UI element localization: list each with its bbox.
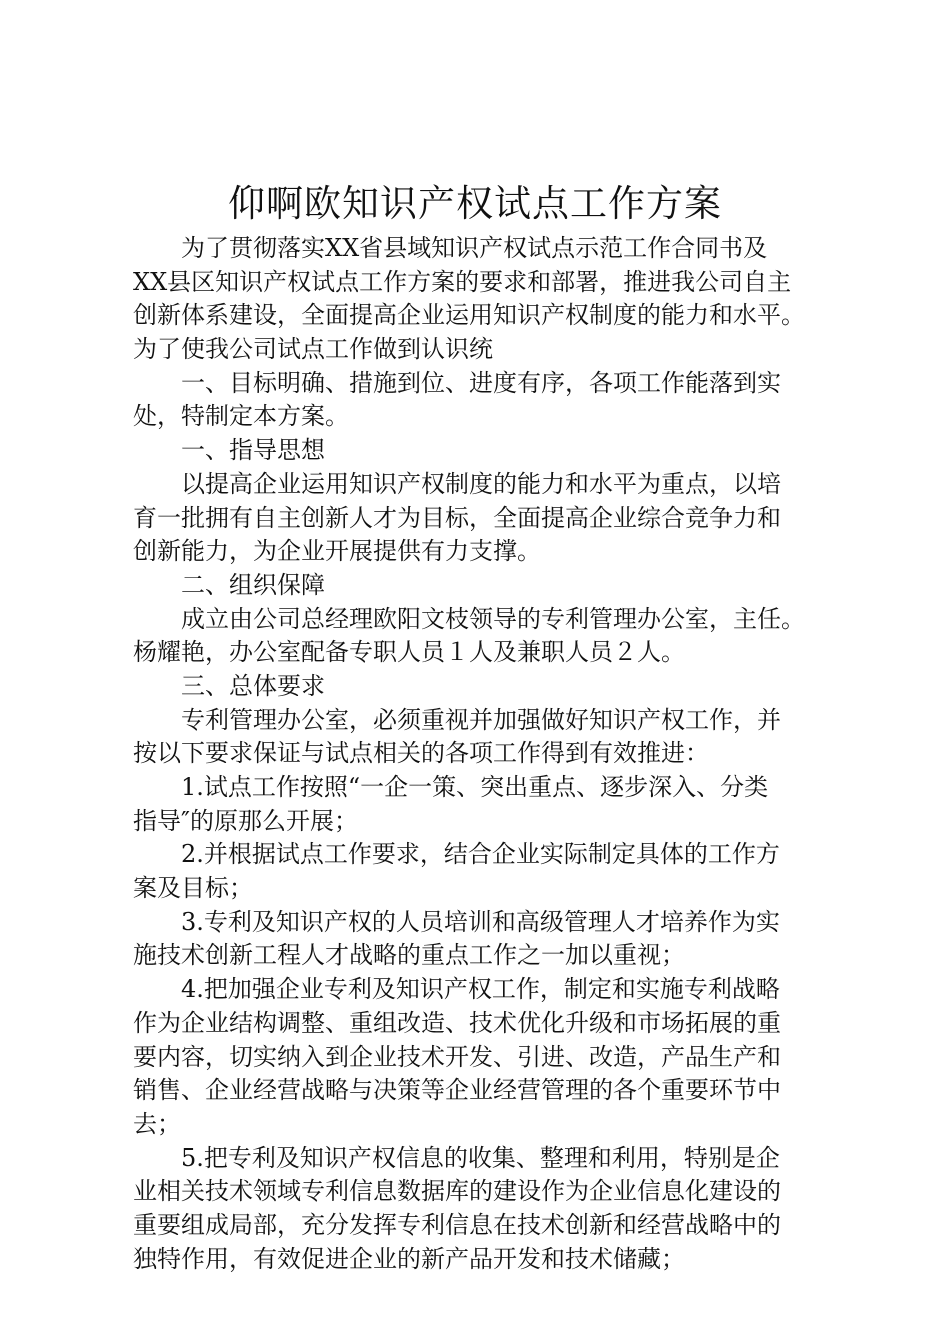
text-line: 处，特制定本方案。 [133,402,349,431]
text-line: 一、指导思想 [181,436,325,465]
document-body [133,232,833,1276]
text-line: 案及目标； [133,874,253,903]
text-line: 为了贯彻落实XX省县域知识产权试点示范工作合同书及 [181,234,768,262]
text-line: 二、组织保障 [181,570,325,599]
text-line: 去； [133,1109,181,1138]
text-line: 三、总体要求 [181,671,325,700]
text-line: 3.专利及知识产权的人员培训和高级管理人才培养作为实 [181,907,780,936]
text-line: 要内容，切实纳入到企业技术开发、引进、改造，产品生产和 [133,1042,781,1071]
text-line: 为了使我公司试点工作做到认识统 [133,335,493,364]
text-line: 创新能力，为企业开展提供有力支撑。 [133,537,541,566]
text-line: 施技术创新工程人才战略的重点工作之一加以重视； [133,941,685,970]
text-line: XX县区知识产权试点工作方案的要求和部署，推进我公司自主 [133,267,792,296]
text-line: 按以下要求保证与试点相关的各项工作得到有效推进： [133,739,709,768]
text-line: 2.并根据试点工作要求，结合企业实际制定具体的工作方 [181,840,780,869]
text-line: 作为企业结构调整、重组改造、技术优化升级和市场拓展的重 [133,1008,781,1037]
text-line: 业相关技术领域专利信息数据库的建设作为企业信息化建设的 [133,1177,781,1206]
text-line: 创新体系建设，全面提高企业运用知识产权制度的能力和水平。 [133,301,805,330]
text-line: 4.把加强企业专利及知识产权工作，制定和实施专利战略 [181,975,780,1004]
text-line: 指导″的原那么开展； [133,806,358,835]
text-line: 独特作用，有效促进企业的新产品开发和技术储藏； [133,1244,685,1273]
text-line: 一、目标明确、措施到位、进度有序，各项工作能落到实 [181,368,781,397]
text-line: 1.试点工作按照“一企一策、突出重点、逐步深入、分类 [181,773,769,801]
text-line: 5.把专利及知识产权信息的收集、整理和利用，特别是企 [181,1143,780,1172]
text-line: 成立由公司总经理欧阳文枝领导的专利管理办公室，主任。 [181,604,805,633]
text-line: 杨耀艳，办公室配备专职人员１人及兼职人员２人。 [133,638,685,667]
text-line: 以提高企业运用知识产权制度的能力和水平为重点，以培 [181,469,781,498]
document-title: 仰啊欧知识产权试点工作方案 [228,182,722,225]
text-line: 重要组成局部，充分发挥专利信息在技术创新和经营战略中的 [133,1210,781,1239]
text-line: 育一批拥有自主创新人才为目标，全面提高企业综合竞争力和 [133,503,781,532]
text-line: 专利管理办公室，必须重视并加强做好知识产权工作，并 [181,705,781,734]
text-line: 销售、企业经营战略与决策等企业经营管理的各个重要环节中 [133,1076,781,1105]
